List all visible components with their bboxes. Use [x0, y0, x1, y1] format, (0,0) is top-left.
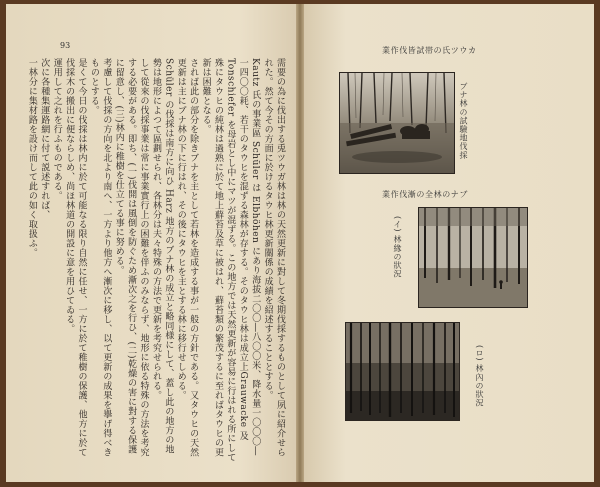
book-gutter — [296, 4, 304, 482]
paragraph: 是くて今日の伐採は林内に於て可能なる限り自然に任せ、一方に於て稚樹の保護、他方に於て伐採木の搬出に便ならしめ、尚ほ林道の開設に意を用ひてゐる。 — [64, 58, 87, 457]
body-text — [26, 58, 286, 463]
forest-logging-photo — [339, 72, 455, 174]
paragraph: Kautz 氏の事業區 Schüler は Elbhöhen にあり海拔二〇〇―八〇〇米、降水量一〇〇〇―一四〇〇耗、若干のタウヒを混ずる森林が存する。そのタウヒ林は成立上Grauwacke 及 Tonschiefer を母岩とし中にマツが混ずる。この地方では天然更新が容易に行はれる所にして殊にタウヒの純林は過熟に於て地上蘚苔及草に被はれ、蘚苔類の繁茂するに至ればタウヒの更新は困難となる。 — [200, 58, 261, 462]
paragraph: 次に各種集運路網に付て説述すれば、 — [39, 58, 50, 220]
paragraph: して從來の伐採事業は常に事業實行上の困難を伴ふのみならず、地形に依る特殊の方法を考究する必要がある。即ち、(一)伐開は風倒を防ぐため漸次之を行ひ、(二)乾燥の害に對する保護に留意し、(三)林内に稚樹を仕立てる事に努める。 — [113, 58, 149, 457]
paragraph: Schüler の伐採は南方に向ひ Harz 地方のブナ林の成立と略同様にして、蓋し此の地方の地勢は地形によつて區劃せられ、各林分は夫々特殊の方法で更新を考究せられる。 — [150, 58, 174, 455]
photo-heading-middle: 業作伐漸の全林のナブ — [382, 190, 468, 199]
paragraph: 需要の為に伐出する兎ツウガ林は林の天然更新に對して冬期伐採するものとして夙に紹介せられた。然て今その方面に於けるタウヒ林更新關係の成績を紹述することとする。 — [262, 58, 285, 457]
photo-heading-top: 業作伐皆試帯の氏ツウカ — [382, 46, 477, 55]
forest-interior-photo — [345, 322, 460, 421]
paragraph: されば此の部分を除きブナを主として若林を造成する事が一般の方針である。又タウヒの天然更新は主にブナ林の下に行はれ、その後にタウヒを主とする林に移行せしめる。 — [175, 58, 199, 457]
photo-caption: ブナ林の試驗地伐採 — [459, 82, 468, 160]
page-number: 93 — [60, 41, 71, 50]
photo-caption: (イ) 林緣の狀況 — [393, 216, 402, 279]
paragraph: 一林分に集材路を設け而して此の如く取扱ふ。 — [26, 58, 37, 258]
photo-caption: (ロ) 林內の狀況 — [475, 345, 484, 408]
paragraph: 考慮して伐採の方向を北より南へ、一方より他方へ漸次に移し、以て更新の成果を擧げ得べきものとする。 — [88, 58, 112, 457]
forest-edge-photo — [418, 207, 528, 308]
paragraph: 運用して之れを行ふものである。 — [51, 58, 62, 201]
